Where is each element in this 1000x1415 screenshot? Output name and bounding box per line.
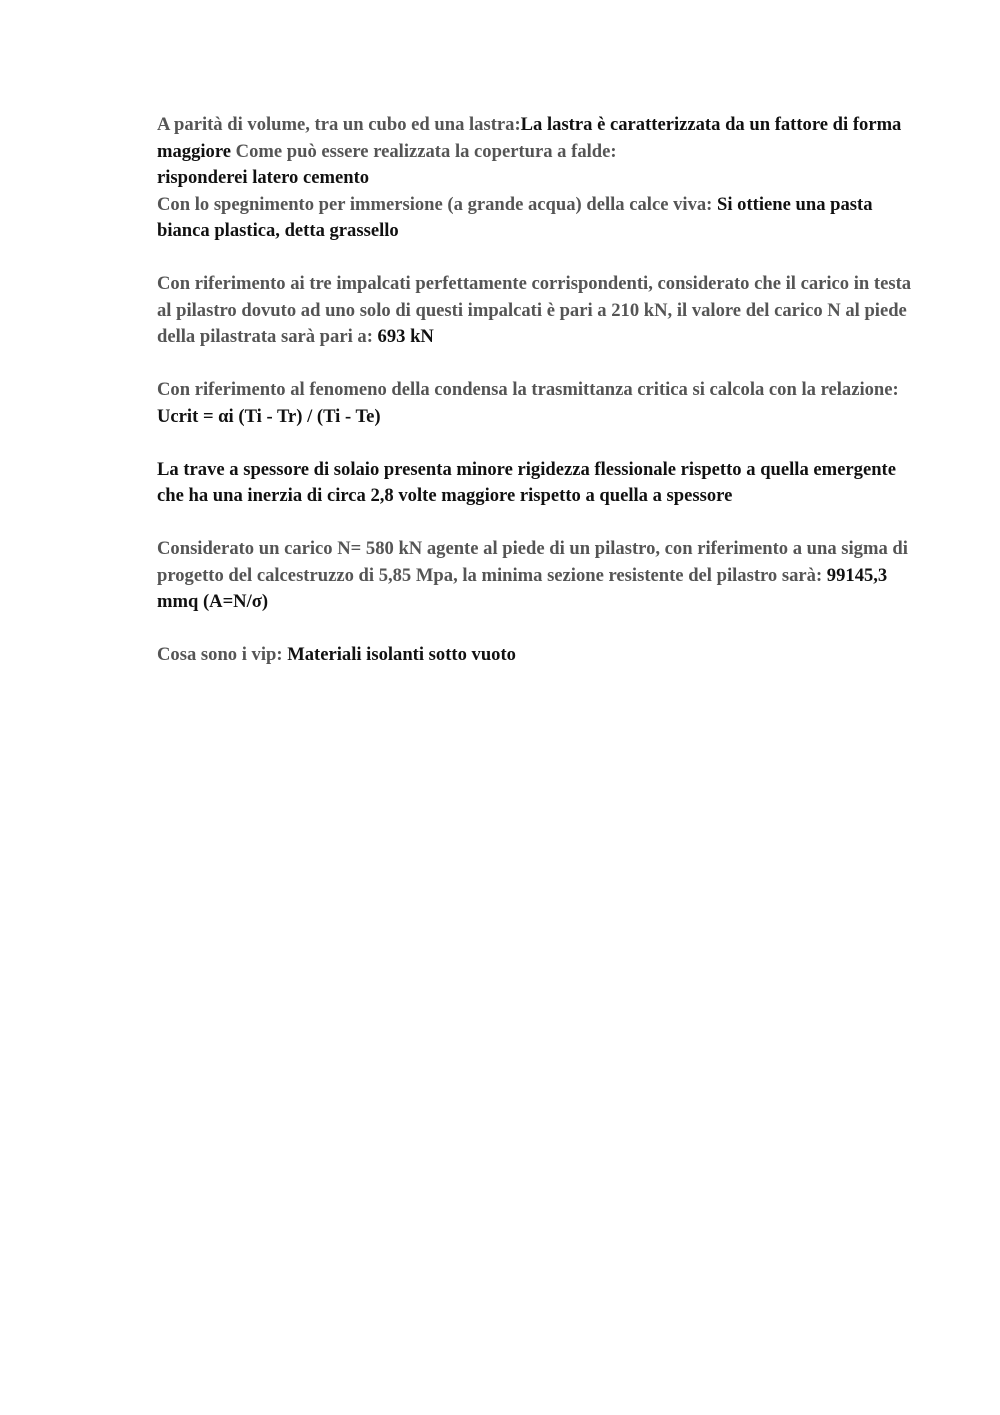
- qa-item-calce-viva: [157, 192, 917, 245]
- paragraph-gap: [157, 616, 917, 643]
- answer-text: risponderei latero cemento: [157, 167, 370, 188]
- qa-item-sezione-pilastro: [157, 536, 917, 616]
- question-text: Con riferimento ai tre impalcati perfettamente corrispondenti, considerato che il carico in testa al pilastro dovuto ad uno solo di questi impalcati è pari a 210 kN, il valore del carico N al piede della pilastrata sarà pari a:: [157, 273, 912, 347]
- paragraph-gap: [157, 351, 917, 378]
- answer-text: 99145,3 mmq (A=N/σ): [157, 564, 888, 612]
- qa-item-cube-slab: [157, 112, 917, 192]
- document-body: [157, 112, 917, 669]
- qa-item-condensa: [157, 377, 917, 430]
- paragraph-gap: [157, 245, 917, 272]
- answer-text: 693 kN: [377, 326, 434, 347]
- answer-text: Materiali isolanti sotto vuoto: [287, 644, 516, 665]
- question-text: A parità di volume, tra un cubo ed una lastra:: [157, 114, 521, 135]
- question-text: Con lo spegnimento per immersione (a grande acqua) della calce viva:: [157, 193, 718, 215]
- question-text: Considerato un carico N= 580 kN agente al piede di un pilastro, con riferimento a una sigma di progetto del calcestruzzo di 5,85 Mpa, la minima sezione resistente del pilastro sarà:: [157, 538, 908, 586]
- qa-item-impalcati: [157, 271, 917, 351]
- answer-text: La trave a spessore di solaio presenta minore rigidezza flessionale rispetto a quella emergente che ha una inerzia di circa 2,8 volte maggiore rispetto a quella a spessore: [157, 458, 896, 506]
- answer-text: Ucrit = αi (Ti - Tr) / (Ti - Te): [157, 405, 381, 427]
- answer-text: La lastra è caratterizzata da un fattore di forma maggiore: [157, 114, 902, 162]
- qa-item-vip: [157, 642, 917, 669]
- question-text: Come può essere realizzata la copertura a falde:: [235, 140, 617, 162]
- answer-text: Si ottiene una pasta bianca plastica, detta grassello: [157, 193, 873, 241]
- paragraph-gap: [157, 430, 917, 457]
- question-text: Con riferimento al fenomeno della condensa la trasmittanza critica si calcola con la relazione:: [157, 379, 899, 400]
- paragraph-gap: [157, 510, 917, 537]
- qa-item-trave-spessore: [157, 457, 917, 510]
- question-text: Cosa sono i vip:: [157, 644, 288, 665]
